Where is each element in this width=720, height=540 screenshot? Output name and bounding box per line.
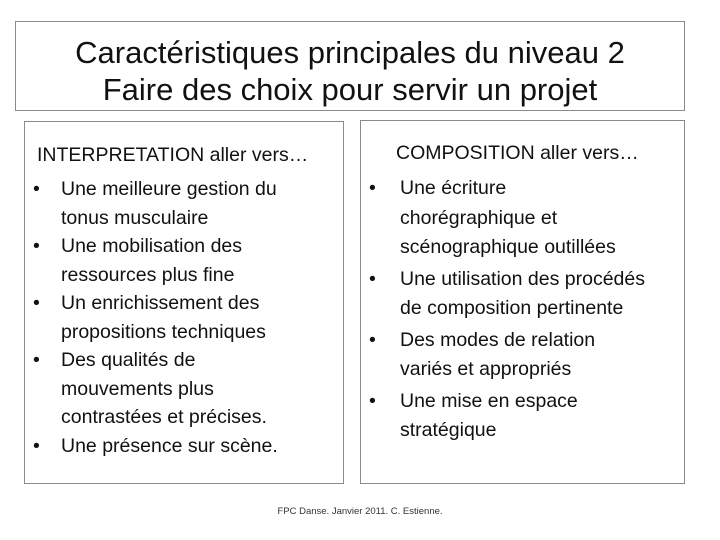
list-item-line: Une utilisation des procédés bbox=[400, 267, 645, 290]
list-item-line: ressources plus fine bbox=[61, 263, 235, 286]
page-title: Caractéristiques principales du niveau 2 bbox=[75, 35, 625, 70]
bullet-icon: • bbox=[369, 328, 376, 351]
footer-credit: FPC Danse. Janvier 2011. C. Estienne. bbox=[277, 506, 443, 517]
list-item-line: Une meilleure gestion du bbox=[61, 178, 277, 200]
list-item-line: Une écriture bbox=[400, 177, 507, 199]
list-item bbox=[369, 174, 679, 263]
page-subtitle: Faire des choix pour servir un projet bbox=[102, 72, 598, 107]
bullet-icon: • bbox=[33, 292, 40, 314]
list-item-line: Des qualités de bbox=[61, 349, 196, 371]
list-item bbox=[33, 432, 339, 461]
interpretation-heading: INTERPRETATION aller vers… bbox=[37, 144, 309, 166]
list-item bbox=[33, 232, 339, 289]
composition-heading: COMPOSITION aller vers… bbox=[396, 142, 639, 164]
list-item-line: scénographique outillées bbox=[400, 236, 616, 258]
list-item-line: mouvements plus bbox=[61, 377, 214, 400]
list-item-line: contrastées et précises. bbox=[61, 406, 267, 428]
interpretation-panel bbox=[24, 121, 344, 484]
bullet-icon: • bbox=[369, 267, 376, 290]
list-item-line: Des modes de relation bbox=[400, 328, 596, 351]
bullet-icon: • bbox=[369, 177, 376, 199]
list-item-line: variés et appropriés bbox=[400, 358, 572, 380]
bullet-icon: • bbox=[369, 389, 376, 412]
list-item-line: de composition pertinente bbox=[400, 297, 624, 319]
list-item-line: chorégraphique et bbox=[400, 206, 558, 229]
composition-list bbox=[369, 174, 679, 446]
list-item bbox=[369, 387, 679, 446]
title-box bbox=[15, 21, 685, 111]
list-item-line: Une présence sur scène. bbox=[61, 434, 278, 457]
list-item-line: Un enrichissement des bbox=[61, 292, 260, 314]
bullet-icon: • bbox=[33, 349, 40, 371]
list-item bbox=[369, 265, 679, 324]
bullet-icon: • bbox=[33, 178, 40, 200]
list-item bbox=[33, 175, 339, 232]
interpretation-list bbox=[33, 175, 339, 460]
list-item bbox=[33, 346, 339, 432]
list-item bbox=[33, 289, 339, 346]
list-item-line: Une mobilisation des bbox=[61, 235, 243, 257]
list-item-line: Une mise en espace bbox=[400, 389, 578, 412]
bullet-icon: • bbox=[33, 235, 40, 257]
list-item bbox=[369, 326, 679, 385]
list-item-line: propositions techniques bbox=[61, 320, 266, 343]
list-item-line: tonus musculaire bbox=[61, 206, 209, 229]
composition-panel bbox=[360, 120, 685, 484]
bullet-icon: • bbox=[33, 434, 40, 457]
list-item-line: stratégique bbox=[400, 419, 497, 441]
